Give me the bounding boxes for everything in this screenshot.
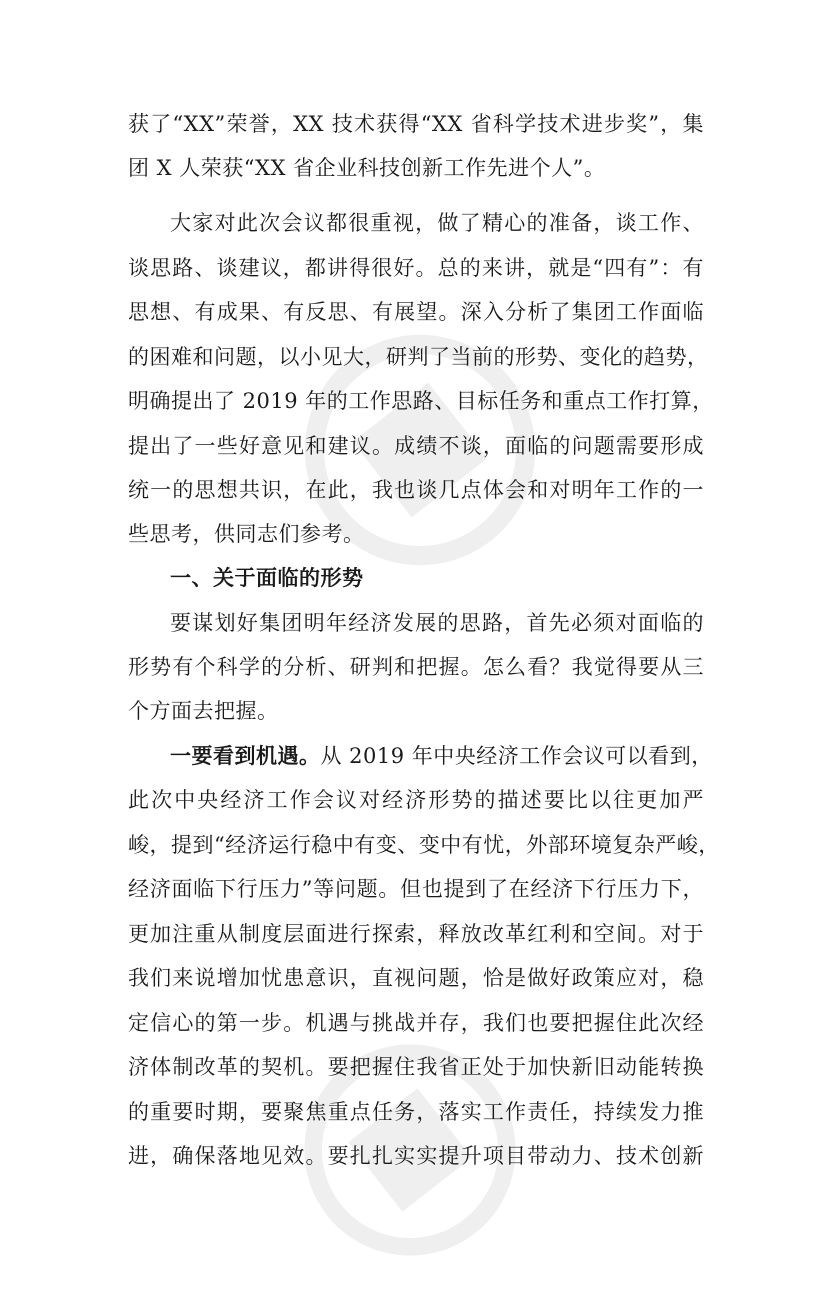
text-line: 大家对此次会议都很重视，做了精心的准备，谈工作、	[170, 211, 704, 235]
text-line-rest: 从 2019 年中央经济工作会议可以看到，	[320, 744, 713, 768]
text-line: 我们来说增加忧患意识，直视问题，恰是做好政策应对，稳	[128, 966, 704, 990]
text-line: 峻，提到“经济运行稳中有变、变中有忧，外部环境复杂严峻，	[128, 833, 720, 857]
text-line: 的重要时期，要聚焦重点任务，落实工作责任，持续发力推	[128, 1100, 704, 1124]
text-line: 统一的思想共识，在此，我也谈几点体会和对明年工作的一	[128, 478, 704, 502]
text-line: 提出了一些好意见和建议。成绩不谈，面临的问题需要形成	[128, 434, 704, 458]
text-line: 经济面临下行压力”等问题。但也提到了在经济下行压力下，	[128, 877, 704, 901]
text-line: 明确提出了 2019 年的工作思路、目标任务和重点工作打算，	[128, 389, 714, 413]
text-line: 定信心的第一步。机遇与挑战并存，我们也要把握住此次经	[128, 1011, 704, 1035]
text-line	[170, 743, 713, 768]
text-line: 此次中央经济工作会议对经济形势的描述要比以往更加严	[128, 788, 704, 812]
section-heading: 一、关于面临的形势	[170, 566, 364, 590]
text-line: 个方面去把握。	[128, 699, 279, 723]
text-line: 更加注重从制度层面进行探索，释放改革红利和空间。对于	[128, 922, 704, 946]
text-line: 思想、有成果、有反思、有展望。深入分析了集团工作面临	[128, 300, 704, 324]
text-line: 些思考，供同志们参考。	[128, 522, 365, 546]
text-line: 形势有个科学的分析、研判和把握。怎么看？我觉得要从三	[128, 655, 704, 679]
text-line: 获了“XX”荣誉，XX 技术获得“XX 省科学技术进步奖”，集	[128, 112, 704, 136]
text-line: 进，确保落地见效。要扎扎实实提升项目带动力、技术创新	[128, 1144, 704, 1168]
text-line: 要谋划好集团明年经济发展的思路，首先必须对面临的	[170, 611, 704, 635]
text-line: 的困难和问题，以小见大，研判了当前的形势、变化的趋势，	[128, 345, 709, 369]
text-line: 谈思路、谈建议，都讲得很好。总的来讲，就是“四有”：有	[128, 256, 704, 280]
text-line: 济体制改革的契机。要把握住我省正处于加快新旧动能转换	[128, 1055, 704, 1079]
lead-phrase: 一要看到机遇。	[170, 743, 321, 768]
text-line: 团 X 人荣获“XX 省企业科技创新工作先进个人”。	[128, 156, 606, 180]
